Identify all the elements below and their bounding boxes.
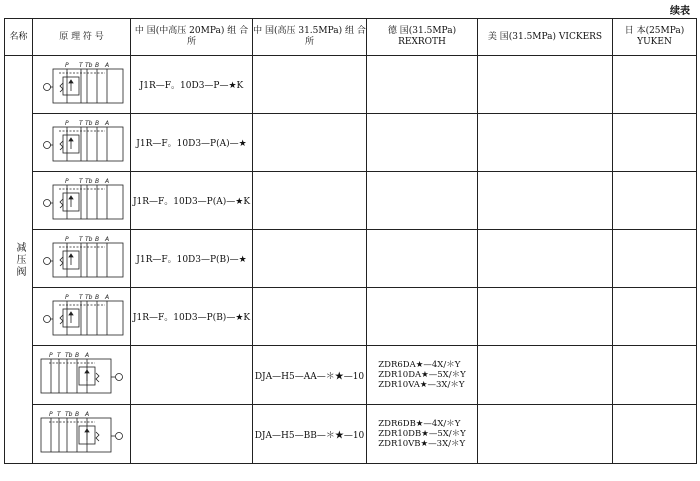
model-line: ZDR6DA★—4X/＊Y <box>378 359 461 370</box>
svg-text:P: P <box>48 411 53 418</box>
svg-text:Tb: Tb <box>84 293 92 301</box>
china-20mpa-model-cell: J1R—F。10D3—P(A)—★ <box>131 114 253 172</box>
china-31mpa-model-cell <box>253 172 367 230</box>
usa-vickers-model-cell <box>478 288 613 346</box>
germany-rexroth-model-cell <box>367 288 478 346</box>
svg-text:P: P <box>64 177 69 185</box>
svg-text:B: B <box>94 293 99 301</box>
svg-text:Tb: Tb <box>64 352 72 359</box>
china-31mpa-model-cell <box>253 230 367 288</box>
svg-text:Tb: Tb <box>84 61 92 69</box>
svg-text:A: A <box>104 61 109 69</box>
japan-yuken-model-cell <box>613 405 697 464</box>
pressure-reducing-valve-symbol-left-icon <box>39 61 125 109</box>
table-row <box>5 172 697 230</box>
pressure-reducing-valve-symbol-left-icon <box>39 177 125 225</box>
svg-text:B: B <box>74 352 79 359</box>
usa-vickers-model-cell <box>478 56 613 114</box>
usa-vickers-model-cell <box>478 172 613 230</box>
table-row <box>5 56 697 114</box>
table-row <box>5 230 697 288</box>
germany-rexroth-model-cell <box>367 172 478 230</box>
svg-text:A: A <box>104 235 109 243</box>
symbol-cell <box>33 56 131 114</box>
japan-yuken-model-cell <box>613 230 697 288</box>
usa-vickers-model-cell <box>478 230 613 288</box>
svg-text:P: P <box>48 352 53 359</box>
china-31mpa-model-cell <box>253 288 367 346</box>
svg-text:T: T <box>78 119 83 127</box>
pressure-reducing-valve-symbol-left-icon <box>39 235 125 283</box>
svg-text:T: T <box>78 61 83 69</box>
pressure-reducing-valve-symbol-left-icon <box>39 119 125 167</box>
china-31mpa-model-cell <box>253 56 367 114</box>
svg-text:T: T <box>56 352 61 359</box>
svg-text:P: P <box>64 119 69 127</box>
table-row <box>5 288 697 346</box>
symbol-cell <box>33 114 131 172</box>
germany-rexroth-model-cell <box>367 56 478 114</box>
header-china-20mpa: 中 国(中高压 20MPa) 组 合 所 <box>131 19 253 56</box>
svg-text:A: A <box>84 352 89 359</box>
china-31mpa-model-cell: DJA—H5—AA—＊★—10 <box>253 346 367 405</box>
china-31mpa-model-cell: DJA—H5—BB—＊★—10 <box>253 405 367 464</box>
japan-yuken-model-cell <box>613 56 697 114</box>
svg-text:P: P <box>64 61 69 69</box>
header-name: 名称 <box>5 19 33 56</box>
header-row <box>5 19 697 56</box>
symbol-cell <box>33 405 131 464</box>
header-china-31mpa: 中 国(高压 31.5MPa) 组 合 所 <box>253 19 367 56</box>
svg-text:B: B <box>74 411 79 418</box>
japan-yuken-model-cell <box>613 172 697 230</box>
model-line: ZDR10VB★—3X/＊Y <box>378 438 466 449</box>
header-symbol: 原 理 符 号 <box>33 19 131 56</box>
valve-comparison-table <box>4 18 697 464</box>
svg-text:B: B <box>94 61 99 69</box>
pressure-reducing-valve-symbol-right-icon <box>39 351 125 399</box>
header-germany-rexroth: 德 国(31.5MPa) REXROTH <box>367 19 478 56</box>
model-line: ZDR6DB★—4X/＊Y <box>378 418 461 429</box>
svg-text:A: A <box>104 177 109 185</box>
usa-vickers-model-cell <box>478 405 613 464</box>
svg-text:Tb: Tb <box>84 235 92 243</box>
china-31mpa-model-cell <box>253 114 367 172</box>
symbol-cell <box>33 172 131 230</box>
japan-yuken-model-cell <box>613 346 697 405</box>
category-label: 减压阀 <box>14 241 25 278</box>
china-20mpa-model-cell <box>131 405 253 464</box>
pressure-reducing-valve-symbol-right-icon <box>39 410 125 458</box>
usa-vickers-model-cell <box>478 346 613 405</box>
svg-text:T: T <box>78 177 83 185</box>
svg-text:A: A <box>104 119 109 127</box>
svg-text:B: B <box>94 235 99 243</box>
svg-text:B: B <box>94 177 99 185</box>
germany-rexroth-model-cell <box>367 230 478 288</box>
symbol-cell <box>33 288 131 346</box>
pressure-reducing-valve-symbol-left-icon <box>39 293 125 341</box>
china-20mpa-model-cell <box>131 346 253 405</box>
symbol-cell <box>33 230 131 288</box>
china-20mpa-model-cell: J1R—F。10D3—P(A)—★K <box>131 172 253 230</box>
table-row <box>5 114 697 172</box>
svg-text:P: P <box>64 293 69 301</box>
china-20mpa-model-cell: J1R—F。10D3—P(B)—★K <box>131 288 253 346</box>
model-line: ZDR10DA★—5X/＊Y <box>378 369 466 380</box>
japan-yuken-model-cell <box>613 114 697 172</box>
svg-text:Tb: Tb <box>84 177 92 185</box>
japan-yuken-model-cell <box>613 288 697 346</box>
model-line: ZDR10VA★—3X/＊Y <box>378 379 465 390</box>
germany-rexroth-model-cell <box>367 405 478 464</box>
svg-text:T: T <box>78 293 83 301</box>
table-row <box>5 346 697 405</box>
table-row <box>5 405 697 464</box>
china-20mpa-model-cell: J1R—F。10D3—P(B)—★ <box>131 230 253 288</box>
header-japan-yuken: 日 本(25MPa) YUKEN <box>613 19 697 56</box>
svg-text:Tb: Tb <box>84 119 92 127</box>
model-line: ZDR10DB★—5X/＊Y <box>378 428 466 439</box>
svg-text:A: A <box>104 293 109 301</box>
china-20mpa-model-cell: J1R—F。10D3—P—★K <box>131 56 253 114</box>
continued-label: 续表 <box>670 6 690 17</box>
germany-rexroth-model-cell <box>367 346 478 405</box>
usa-vickers-model-cell <box>478 114 613 172</box>
category-cell <box>5 56 33 464</box>
svg-text:T: T <box>78 235 83 243</box>
header-usa-vickers: 美 国(31.5MPa) VICKERS <box>478 19 613 56</box>
symbol-cell <box>33 346 131 405</box>
svg-text:Tb: Tb <box>64 411 72 418</box>
germany-rexroth-model-cell <box>367 114 478 172</box>
svg-text:A: A <box>84 411 89 418</box>
svg-text:P: P <box>64 235 69 243</box>
svg-text:B: B <box>94 119 99 127</box>
svg-text:T: T <box>56 411 61 418</box>
